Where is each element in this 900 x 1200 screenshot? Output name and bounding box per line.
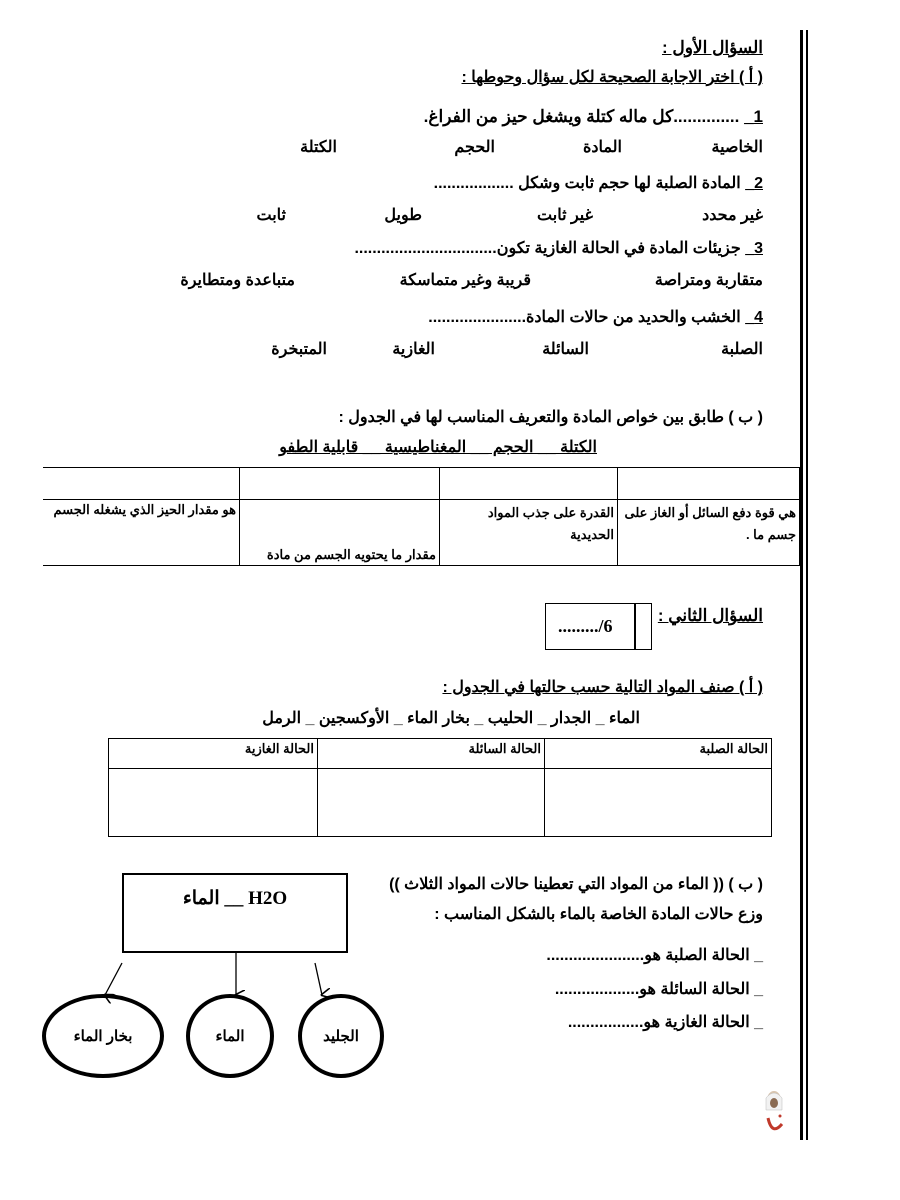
q1-part-a-heading: ( أ ) اختر الاجابة الصحيحة لكل سؤال وحوطها :	[461, 69, 763, 86]
q2-part-a-words: الماء _ الجدار _ الحليب _ بخار الماء _ الأوكسجين _ الرمل	[262, 710, 640, 727]
option[interactable]: قريبة وغير متماسكة	[399, 272, 531, 289]
item-number: 3_	[745, 240, 763, 257]
circle-water	[186, 994, 274, 1078]
definition-cell: هو مقدار الحيز الذي يشغله الجسم	[43, 500, 240, 566]
circle-label: بخار الماء	[73, 1028, 133, 1045]
score-text: ........./6	[558, 616, 613, 636]
q1-part-b-heading: ( ب ) طابق بين خواص المادة والتعريف المناسب لها في الجدول :	[338, 409, 763, 426]
item-number: 1_	[744, 107, 763, 126]
option[interactable]: الحجم	[454, 139, 495, 156]
definition-cell: مقدار ما يحتويه الجسم من مادة	[240, 500, 440, 566]
water-box-label: H2O __ الماء	[182, 888, 288, 909]
option[interactable]: المادة	[583, 139, 622, 156]
option[interactable]: طويل	[384, 207, 422, 224]
option[interactable]: السائلة	[542, 341, 589, 358]
option[interactable]: الخاصية	[711, 139, 763, 156]
option[interactable]: متباعدة ومتطايرة	[180, 272, 295, 289]
arrow-to-ice	[315, 963, 322, 995]
header-liquid: الحالة السائلة	[318, 739, 545, 769]
option[interactable]: الكتلة	[300, 139, 337, 156]
fill-line-gas[interactable]: _ الحالة الغازية هو.................	[567, 1014, 763, 1031]
option[interactable]: ثابت	[256, 207, 286, 224]
q2-part-b-line2: وزع حالات المادة الخاصة بالماء بالشكل المناسب :	[434, 906, 763, 923]
option[interactable]: متقاربة ومتراصة	[654, 272, 763, 289]
item-number: 4_	[745, 309, 763, 326]
item-text: جزيئات المادة في الحالة الغازية تكون................................	[354, 240, 746, 257]
circle-label: الماء	[215, 1028, 245, 1045]
header-solid: الحالة الصلبة	[545, 739, 772, 769]
q2-title: السؤال الثاني :	[657, 606, 763, 625]
q1-title: السؤال الأول :	[661, 38, 763, 57]
option[interactable]: غير ثابت	[537, 207, 593, 224]
zayed-logo	[760, 1088, 788, 1140]
item-number: 2_	[745, 175, 763, 192]
q1-part-b-words: الكتلة __ الحجم __ المغناطيسية __ قابلية الطفو	[279, 439, 597, 456]
q2-part-b-line1: ( ب ) (( الماء من المواد التي تعطينا حالات المواد الثلاث ))	[389, 876, 763, 893]
item-text: ..............كل ماله كتلة ويشغل حيز من الفراغ.	[423, 107, 745, 126]
option[interactable]: غير محدد	[702, 207, 763, 224]
circle-ice	[298, 994, 384, 1078]
option[interactable]: المتبخرة	[271, 341, 327, 358]
circle-label: الجليد	[323, 1028, 359, 1045]
item-text: المادة الصلبة لها حجم ثابت وشكل ..................	[433, 175, 746, 192]
header-gas: الحالة الغازية	[109, 739, 318, 769]
definition-cell: هي قوة دفع السائل أو الغاز على جسم ما .	[618, 500, 800, 566]
fill-line-liquid[interactable]: _ الحالة السائلة هو...................	[554, 981, 763, 998]
definition-cell: القدرة على جذب المواد الحديدية	[440, 500, 618, 566]
fill-line-solid[interactable]: _ الحالة الصلبة هو......................	[546, 947, 763, 964]
circle-vapor	[42, 994, 164, 1078]
arrow-to-vapor	[105, 963, 122, 995]
item-text: الخشب والحديد من حالات المادة......................	[428, 309, 746, 326]
option[interactable]: الغازية	[392, 341, 435, 358]
q2-part-a-heading: ( أ ) صنف المواد التالية حسب حالتها في الجدول :	[442, 679, 763, 696]
option[interactable]: الصلبة	[721, 341, 763, 358]
